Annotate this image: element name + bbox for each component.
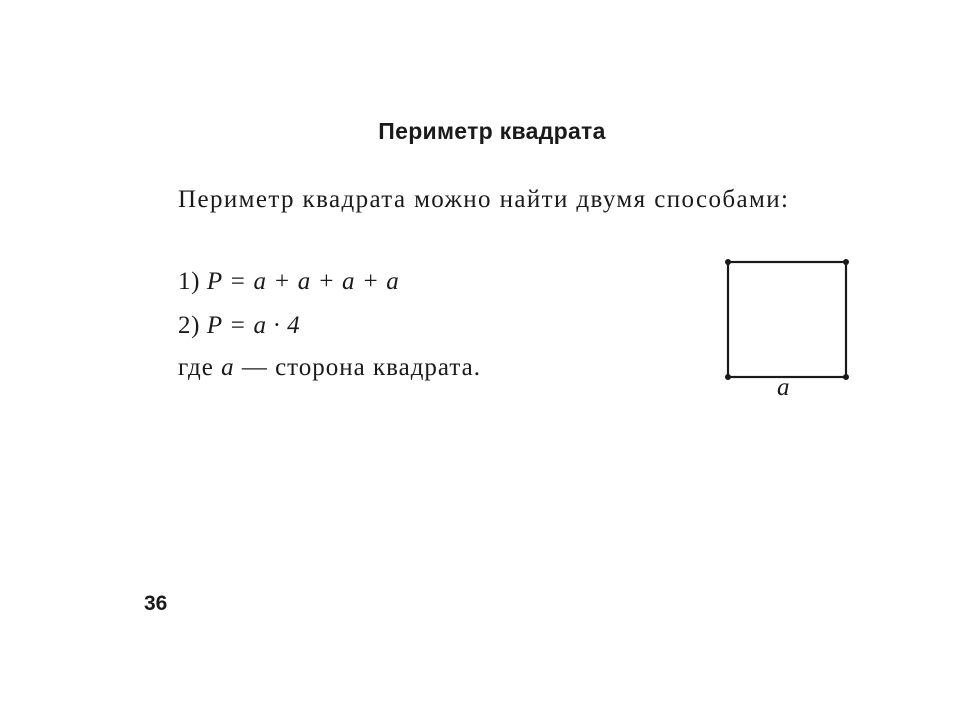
- intro-paragraph: Периметр квадрата можно найти двумя способами:: [178, 186, 790, 213]
- square-outline: [728, 262, 846, 377]
- where-variable: a: [221, 354, 235, 381]
- formula-1: [178, 268, 399, 296]
- formula-2-index: 2): [178, 312, 201, 339]
- square-vertex: [725, 374, 731, 380]
- formula-1-expression: P = a + a + a + a: [206, 268, 400, 295]
- page-number: 36: [144, 592, 168, 615]
- formula-2: [178, 312, 300, 340]
- where-prefix: где: [178, 354, 214, 381]
- square-vertex: [843, 374, 849, 380]
- square-vertex: [725, 259, 731, 265]
- where-suffix: — сторона квадрата.: [241, 354, 481, 381]
- square-vertex: [843, 259, 849, 265]
- where-clause: [178, 354, 481, 382]
- square-side-label: a: [777, 374, 790, 401]
- formula-2-expression: P = a · 4: [206, 312, 301, 339]
- formula-1-index: 1): [178, 268, 201, 295]
- section-title: Периметр квадрата: [378, 118, 606, 144]
